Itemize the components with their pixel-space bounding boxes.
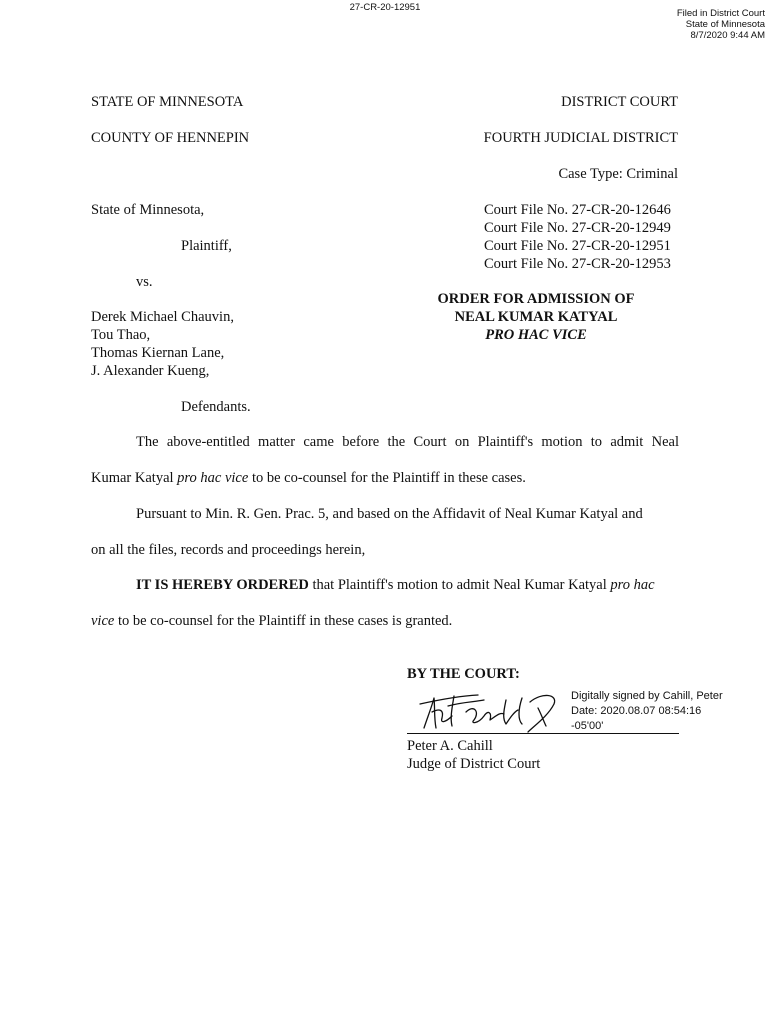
- judge-name: Peter A. Cahill: [407, 738, 493, 754]
- defendant-name: Derek Michael Chauvin,: [91, 309, 234, 325]
- italic-span: pro hac: [610, 577, 655, 593]
- order-title-line-3: PRO HAC VICE: [485, 327, 587, 343]
- defendants-list: [91, 308, 234, 380]
- defendant-name: J. Alexander Kueng,: [91, 363, 210, 379]
- caption-county: COUNTY OF HENNEPIN: [91, 130, 250, 146]
- court-file-number: Court File No. 27-CR-20-12646: [484, 202, 671, 218]
- text-span: to be co-counsel for the Plaintiff in these cases is granted.: [114, 613, 453, 629]
- digital-line: Digitally signed by Cahill, Peter: [571, 690, 723, 702]
- filed-line-2: State of Minnesota: [685, 19, 765, 30]
- caption-court: DISTRICT COURT: [561, 94, 678, 110]
- filed-line-3: 8/7/2020 9:44 AM: [690, 30, 765, 41]
- paragraph-1-line-1: The above-entitled matter came before the Court on Plaintiff's motion to admit Neal: [136, 434, 679, 450]
- plaintiff-role: Plaintiff,: [181, 238, 232, 254]
- paragraph-3-line-1: [136, 576, 655, 594]
- text-span: to be co-counsel for the Plaintiff in these cases.: [248, 470, 526, 486]
- versus: vs.: [136, 274, 153, 290]
- paragraph-2-line-1: Pursuant to Min. R. Gen. Prac. 5, and based on the Affidavit of Neal Kumar Katyal and: [136, 506, 643, 522]
- filed-stamp: [565, 8, 765, 41]
- text-span: Kumar Katyal: [91, 470, 178, 486]
- court-file-number: Court File No. 27-CR-20-12949: [484, 220, 671, 236]
- digital-line: -05'00': [571, 720, 604, 732]
- italic-span: pro hac vice: [177, 470, 249, 486]
- italic-span: vice: [91, 613, 115, 629]
- order-title-line-2: NEAL KUMAR KATYAL: [454, 309, 618, 325]
- order-title: [400, 290, 672, 344]
- caption-state: STATE OF MINNESOTA: [91, 94, 244, 110]
- by-the-court: BY THE COURT:: [407, 666, 520, 682]
- caption-district: FOURTH JUDICIAL DISTRICT: [483, 130, 678, 146]
- caption-case-type: Case Type: Criminal: [558, 166, 678, 182]
- header-case-number: 27-CR-20-12951: [349, 2, 421, 13]
- filed-line-1: Filed in District Court: [676, 8, 765, 19]
- court-file-number: Court File No. 27-CR-20-12951: [484, 238, 671, 254]
- digital-signature-text: [571, 689, 723, 734]
- court-file-number: Court File No. 27-CR-20-12953: [484, 256, 671, 272]
- plaintiff-name: State of Minnesota,: [91, 202, 205, 218]
- paragraph-2-line-2: on all the files, records and proceedings herein,: [91, 542, 366, 558]
- defendant-name: Thomas Kiernan Lane,: [91, 345, 225, 361]
- text-span: that Plaintiff's motion to admit Neal Kumar Katyal: [308, 577, 611, 593]
- signature-line: [407, 733, 679, 734]
- defendant-name: Tou Thao,: [91, 327, 151, 343]
- bold-span: IT IS HEREBY ORDERED: [136, 577, 309, 593]
- defendants-role: Defendants.: [181, 399, 251, 415]
- court-file-list: [484, 201, 671, 273]
- digital-line: Date: 2020.08.07 08:54:16: [571, 705, 702, 717]
- order-title-line-1: ORDER FOR ADMISSION OF: [437, 291, 635, 307]
- judge-title: Judge of District Court: [407, 756, 541, 772]
- paragraph-3-line-2: [91, 612, 452, 630]
- paragraph-1-line-2: [91, 469, 526, 487]
- handwritten-signature: [418, 690, 564, 734]
